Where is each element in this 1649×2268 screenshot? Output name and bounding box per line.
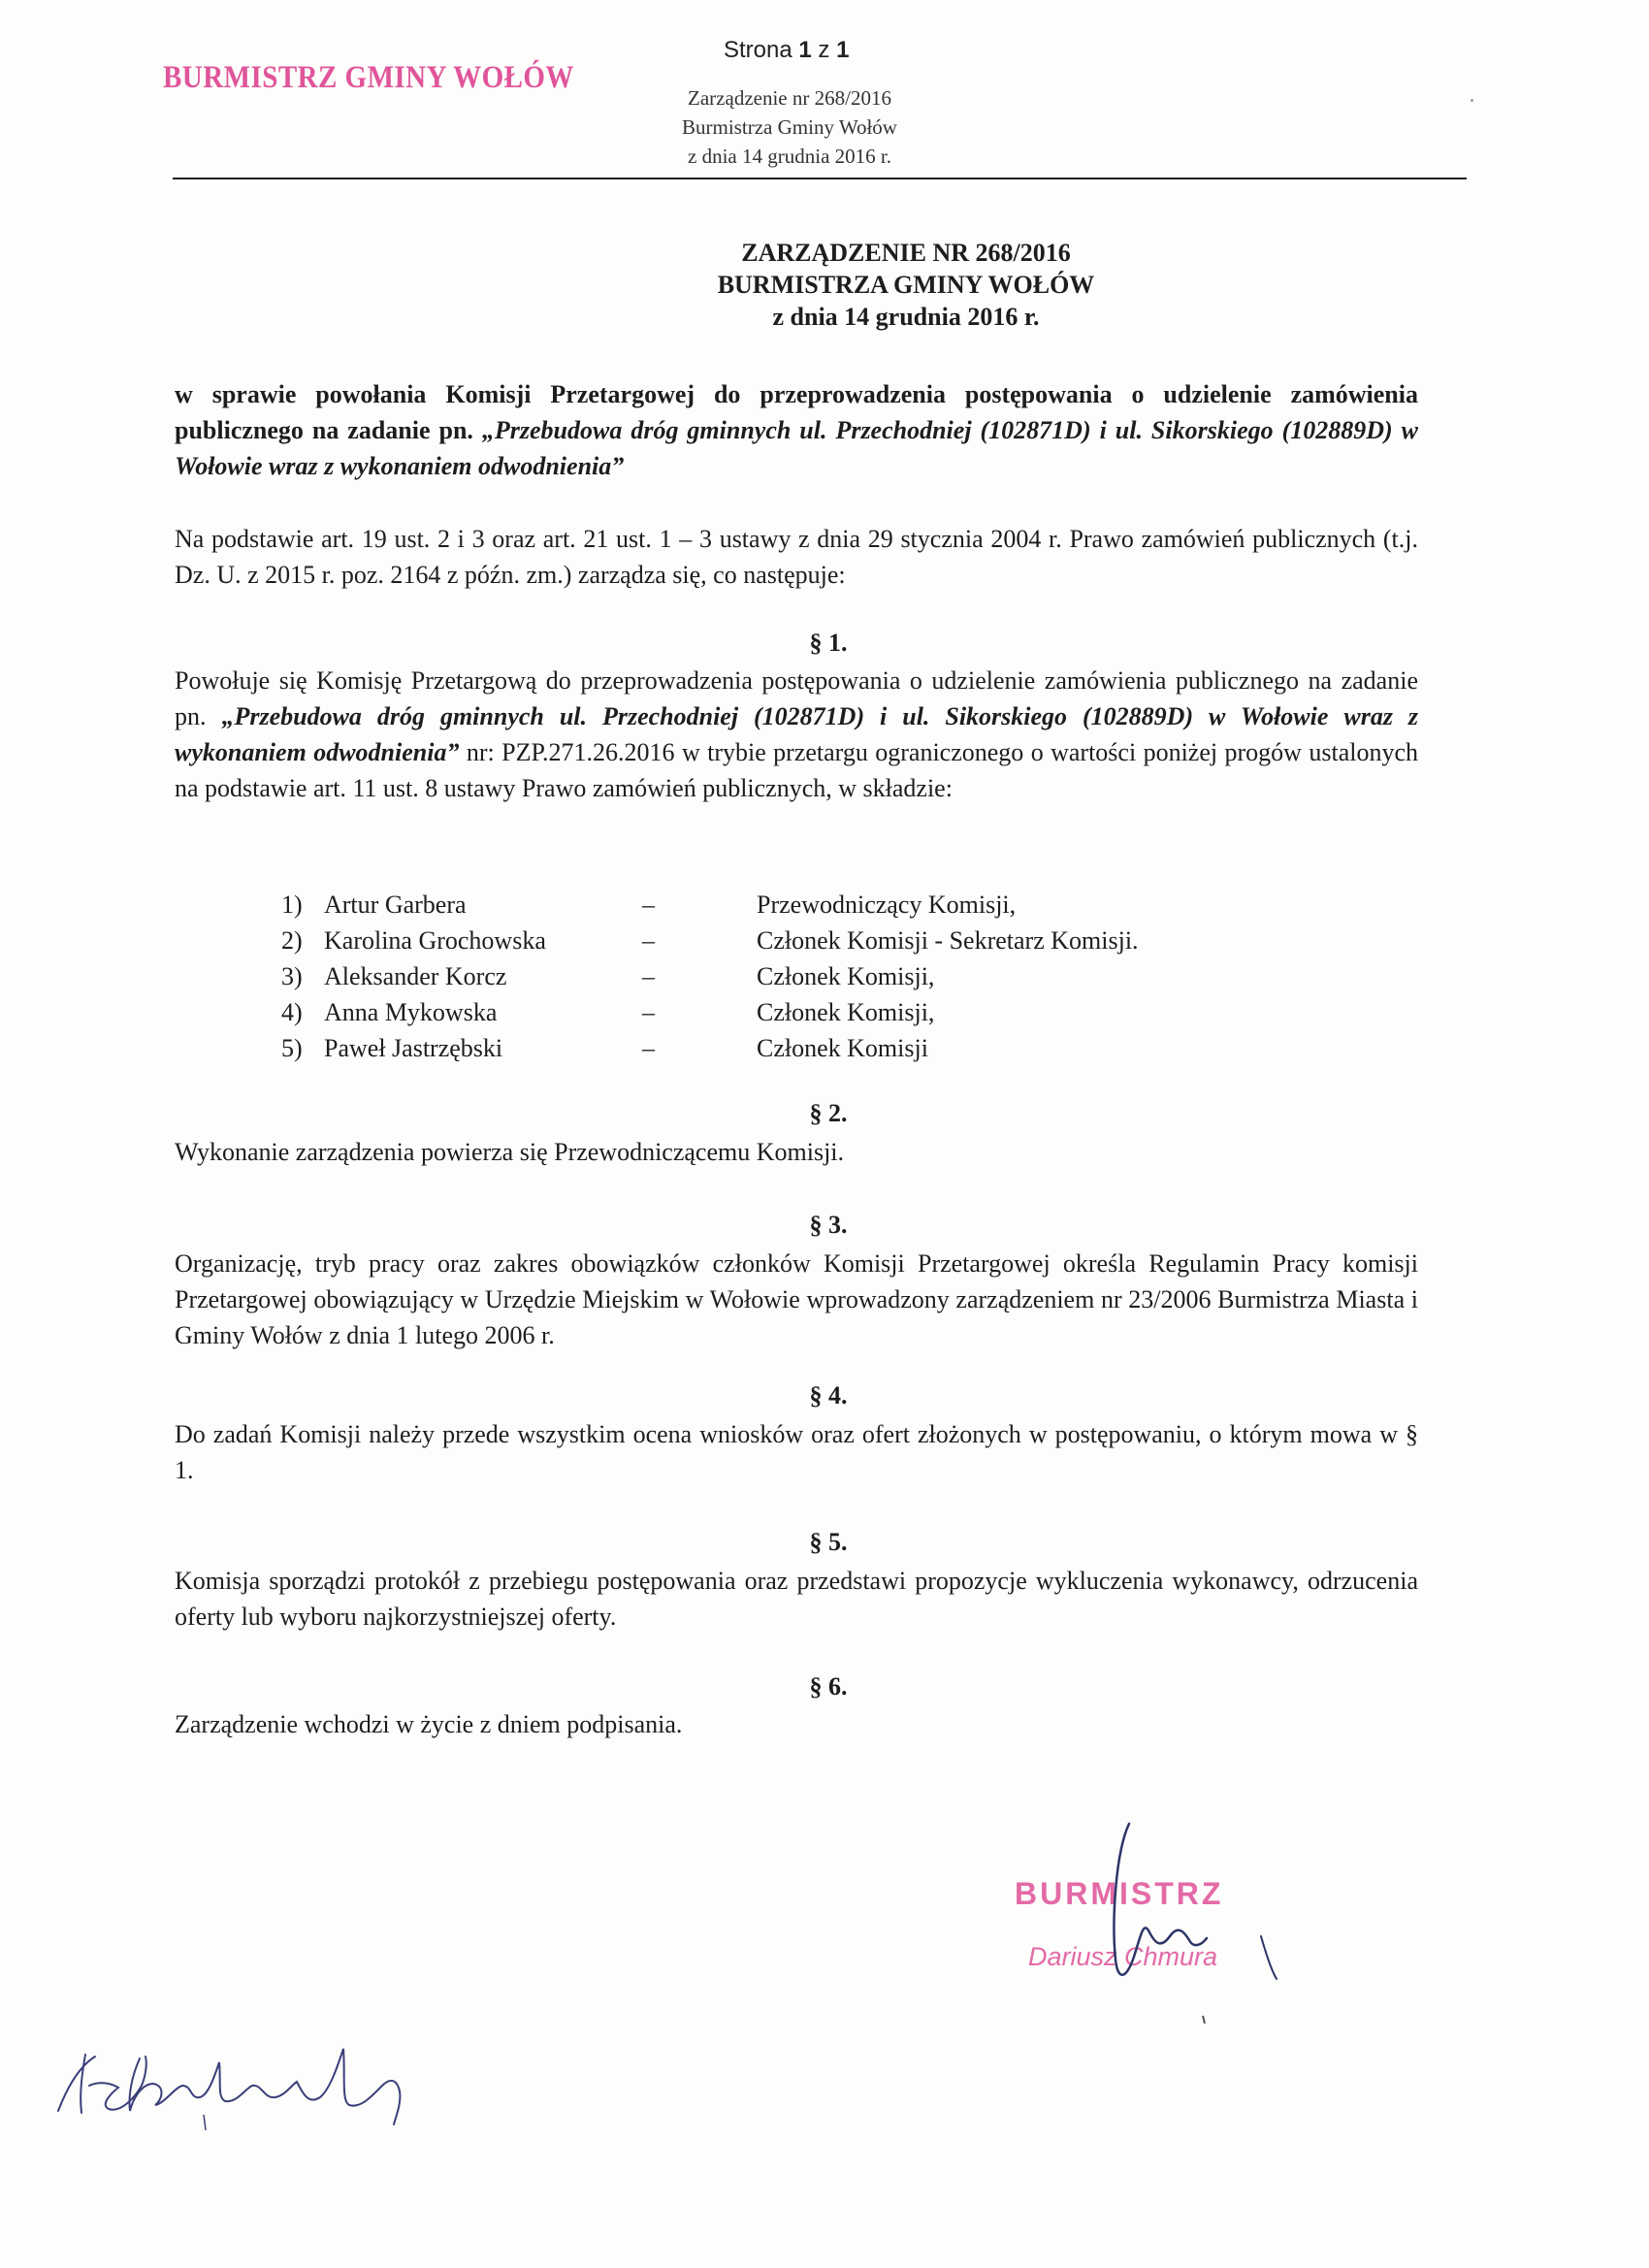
member-name: Paweł Jastrzębski bbox=[324, 1034, 503, 1062]
page-total: 1 bbox=[836, 37, 850, 63]
section-4-text: Do zadań Komisji należy przede wszystkim ocena wniosków oraz ofert złożonych w postępowaniu, o którym mowa w § 1. bbox=[175, 1420, 1418, 1484]
section-1-task-name: „Przebudowa dróg gminnych ul. Przechodniej (102871D) i ul. Sikorskiego (102889D) w Wołowie wraz z wykonaniem odwodnienia” bbox=[175, 702, 1419, 766]
member-role: Członek Komisji, bbox=[757, 998, 935, 1026]
page-of: z bbox=[818, 37, 830, 63]
mayor-stamp-title: BURMISTRZ bbox=[1015, 1876, 1224, 1911]
section-1-text-b: nr: PZP.271.26.2016 w trybie przetargu ograniczonego o wartości poniżej progów ustalonych na podstawie art. 11 ust. 8 ustawy Prawo zamówień publicznych, w składzie: bbox=[175, 738, 1418, 802]
mayor-signature-tail bbox=[1261, 1936, 1277, 1979]
member-name: Karolina Grochowska bbox=[324, 926, 546, 955]
member-name: Anna Mykowska bbox=[324, 998, 498, 1026]
member-role: Członek Komisji - Sekretarz Komisji. bbox=[757, 926, 1139, 955]
page-current: 1 bbox=[798, 37, 812, 63]
section-1-text-a: Powołuje się Komisję Przetargową do przeprowadzenia postępowania o udzielenie zamówienia publicznego na zadanie pn. bbox=[175, 666, 1418, 730]
member-number: 1) bbox=[281, 891, 303, 919]
section-4-label: § 4. bbox=[809, 1381, 848, 1409]
member-number: 4) bbox=[281, 998, 303, 1026]
page-label: Strona bbox=[724, 37, 792, 63]
mayor-signature bbox=[1115, 1824, 1207, 1975]
member-dash: – bbox=[642, 926, 655, 955]
ref-line-3: z dnia 14 grudnia 2016 r. bbox=[688, 145, 891, 168]
section-5-text: Komisja sporządzi protokół z przebiegu postępowania oraz przedstawi propozycje wykluczenia wykonawcy, odrzucenia oferty lub wyboru najkorzystniejszej oferty. bbox=[175, 1567, 1418, 1631]
initials-signature-stroke bbox=[204, 2115, 206, 2130]
section-6-text: Zarządzenie wchodzi w życie z dniem podpisania. bbox=[175, 1710, 683, 1738]
subject-text: w sprawie powołania Komisji Przetargowej do przeprowadzenia postępowania o udzielenie zamówienia publicznego na zadanie pn. bbox=[175, 380, 1418, 444]
section-6-label: § 6. bbox=[809, 1672, 848, 1701]
ref-line-1: Zarządzenie nr 268/2016 bbox=[688, 86, 891, 110]
legal-basis: Na podstawie art. 19 ust. 2 i 3 oraz art. 21 ust. 1 – 3 ustawy z dnia 29 stycznia 2004 r. Prawo zamówień publicznych (t.j. Dz. U. z 2015 r. poz. 2164 z późn. zm.) zarządza się, co następuje: bbox=[175, 525, 1418, 589]
mayor-signature-mark bbox=[1203, 2016, 1205, 2024]
subject-task-name: „Przebudowa dróg gminnych ul. Przechodniej (102871D) i ul. Sikorskiego (102889D) w Wołowie wraz z wykonaniem odwodnienia” bbox=[175, 416, 1418, 480]
title-line-3: z dnia 14 grudnia 2016 r. bbox=[772, 303, 1040, 331]
title-line-1: ZARZĄDZENIE NR 268/2016 bbox=[741, 239, 1071, 267]
section-1-label: § 1. bbox=[809, 629, 848, 657]
member-number: 3) bbox=[281, 962, 303, 990]
member-role: Członek Komisji bbox=[757, 1034, 928, 1062]
member-number: 5) bbox=[281, 1034, 303, 1062]
ref-line-2: Burmistrza Gminy Wołów bbox=[682, 115, 897, 139]
section-2-label: § 2. bbox=[809, 1099, 848, 1127]
member-dash: – bbox=[642, 962, 655, 990]
member-role: Członek Komisji, bbox=[757, 962, 935, 990]
section-3-text: Organizację, tryb pracy oraz zakres obowiązków członków Komisji Przetargowej określa Regulamin Pracy komisji Przetargowej obowiązujący w Urzędzie Miejskim w Wołowie wprowadzony zarządzeniem nr 23/2006 Burmistrza Miasta i Gminy Wołów z dnia 1 lutego 2006 r. bbox=[175, 1249, 1418, 1349]
office-stamp: BURMISTRZ GMINY WOŁÓW bbox=[163, 60, 574, 95]
member-dash: – bbox=[642, 891, 655, 919]
initials-signature bbox=[58, 2049, 400, 2124]
member-dash: – bbox=[642, 1034, 655, 1062]
member-dash: – bbox=[642, 998, 655, 1026]
member-number: 2) bbox=[281, 926, 303, 955]
member-role: Przewodniczący Komisji, bbox=[757, 891, 1017, 919]
member-name: Aleksander Korcz bbox=[324, 962, 507, 990]
member-name: Artur Garbera bbox=[324, 891, 467, 919]
section-2-text: Wykonanie zarządzenia powierza się Przewodniczącemu Komisji. bbox=[175, 1138, 845, 1166]
section-5-label: § 5. bbox=[809, 1528, 848, 1556]
section-3-label: § 3. bbox=[809, 1211, 848, 1239]
title-line-2: BURMISTRZA GMINY WOŁÓW bbox=[717, 271, 1095, 299]
mayor-stamp-name: Dariusz Chmura bbox=[1028, 1942, 1218, 1971]
